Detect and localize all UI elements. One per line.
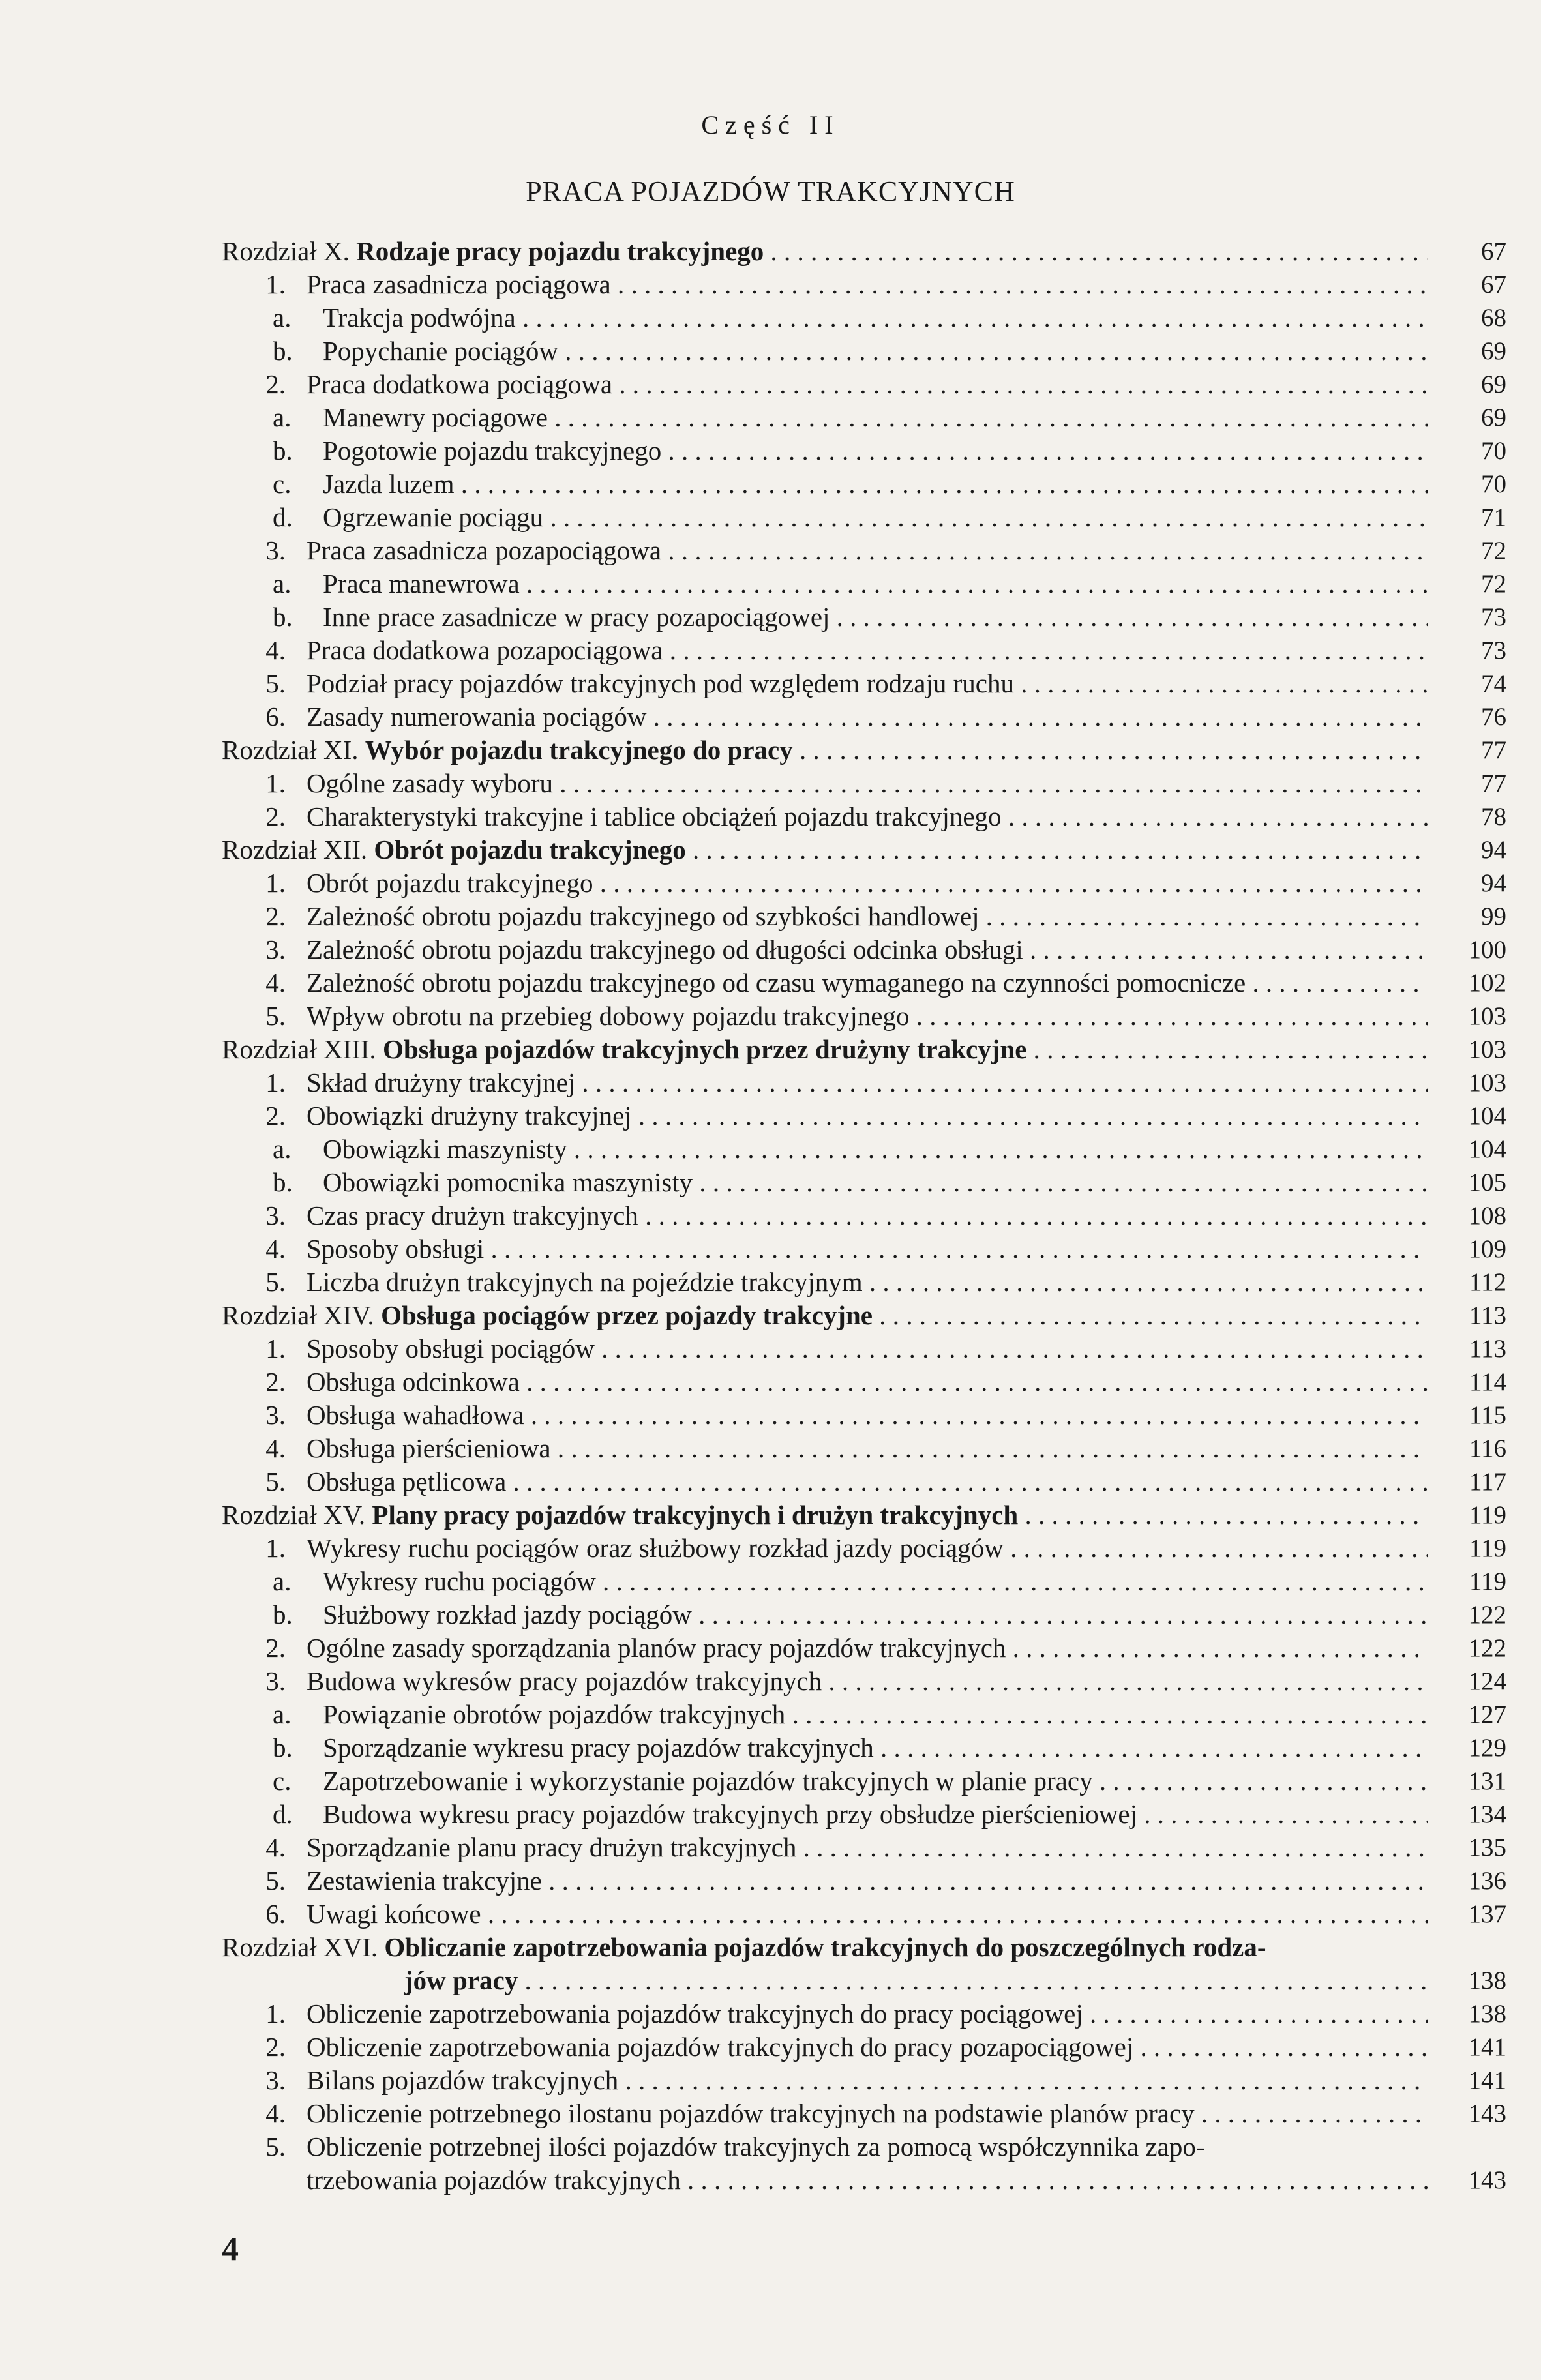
toc-entry-text [222, 1498, 1428, 1532]
toc-entry-number: 3. [265, 1666, 286, 1696]
toc-entry-row [222, 2097, 1506, 2130]
toc-page-number: 127 [1468, 1701, 1506, 1729]
toc-page-number: 71 [1481, 503, 1506, 531]
toc-entry-text [404, 1964, 1428, 1997]
toc-entry-text: Obliczenie potrzebnego ilostanu pojazdów trakcyjnych na podstawie planów pracy . . . [307, 2097, 1428, 2130]
toc-entry-row [222, 767, 1506, 800]
toc-entry-row [222, 1332, 1506, 1365]
toc-entry-row [222, 1598, 1506, 1631]
toc-entry-text: Służbowy rozkład jazdy pociągów . . . [323, 1598, 1428, 1631]
chapter-title: Plany pracy pojazdów trakcyjnych i drużyn trakcyjnych [372, 1500, 1019, 1530]
toc-page-number: 124 [1468, 1667, 1506, 1695]
toc-entry-text [222, 1299, 1428, 1332]
toc-entry-row [222, 634, 1506, 667]
toc-page-number: 134 [1468, 1800, 1506, 1828]
part-heading: Część II [701, 110, 840, 140]
toc-entry-row [222, 268, 1506, 301]
toc-entry-text: Praca dodatkowa pozapociągowa . . . [307, 634, 1428, 667]
toc-page-number: 103 [1468, 1069, 1506, 1097]
chapter-label: Rozdział X. [222, 236, 357, 266]
toc-entry-text: Sporządzanie planu pracy drużyn trakcyjnych . . . [307, 1831, 1428, 1864]
toc-entry-text: Zależność obrotu pojazdu trakcyjnego od długości odcinka obsługi . . . [307, 933, 1428, 966]
toc-entry-number: 2. [265, 1101, 286, 1131]
toc-chapter-row [222, 1964, 1506, 1997]
toc-entry-number: 4. [265, 635, 286, 665]
chapter-label: Rozdział XIV. [222, 1300, 382, 1330]
toc-entry-text: Zestawienia trakcyjne . . . [307, 1864, 1428, 1897]
toc-chapter-row [222, 235, 1506, 268]
toc-entry-number: 5. [265, 1267, 286, 1297]
toc-page-number: 119 [1469, 1501, 1506, 1529]
toc-entry-number: 5. [265, 1466, 286, 1496]
toc-entry-number: c. [273, 1766, 292, 1796]
toc-page-number: 94 [1481, 836, 1506, 864]
toc-entry-number: b. [273, 336, 293, 366]
toc-entry-number: 2. [265, 1367, 286, 1397]
chapter-label: Rozdział XVI. [222, 1932, 385, 1962]
toc-entry-row [222, 700, 1506, 734]
toc-page-number: 67 [1481, 271, 1506, 299]
toc-entry-text: Obliczenie zapotrzebowania pojazdów trakcyjnych do pracy pociągowej . . . [307, 1997, 1428, 2030]
toc-entry-row [222, 1698, 1506, 1731]
toc-entry-row [222, 1000, 1506, 1033]
toc-entry-text: Popychanie pociągów . . . [323, 335, 1428, 368]
toc-entry-number: 6. [265, 702, 286, 732]
toc-entry-text: Ogólne zasady sporządzania planów pracy pojazdów trakcyjnych . . . [307, 1631, 1428, 1665]
toc-page-number: 103 [1468, 1002, 1506, 1030]
toc-page-number: 69 [1481, 404, 1506, 432]
toc-page-number: 109 [1468, 1235, 1506, 1263]
toc-chapter-row [222, 734, 1506, 767]
toc-entry-text: Manewry pociągowe . . . [323, 401, 1428, 434]
toc-entry-number: 3. [265, 535, 286, 565]
toc-entry-number: c. [273, 469, 292, 499]
toc-entry-text: Podział pracy pojazdów trakcyjnych pod względem rodzaju ruchu . . . [307, 667, 1428, 700]
toc-entry-text: Bilans pojazdów trakcyjnych . . . [307, 2064, 1428, 2097]
toc-page-number: 76 [1481, 703, 1506, 731]
toc-page-number: 104 [1468, 1135, 1506, 1163]
toc-entry-number: 4. [265, 1234, 286, 1264]
toc-entry-text [222, 1931, 1428, 1964]
toc-page-number: 114 [1469, 1368, 1506, 1396]
toc-entry-text: Wpływ obrotu na przebieg dobowy pojazdu trakcyjnego . . . [307, 1000, 1428, 1033]
toc-page-number: 119 [1469, 1568, 1506, 1596]
toc-entry-text: Ogólne zasady wyboru . . . [307, 767, 1428, 800]
toc-entry-row [222, 1199, 1506, 1232]
toc-entry-text: Obsługa odcinkowa . . . [307, 1365, 1428, 1399]
toc-entry-text: Wykresy ruchu pociągów oraz służbowy rozkład jazdy pociągów . . . [307, 1532, 1428, 1565]
toc-page-number: 136 [1468, 1867, 1506, 1895]
toc-page-number: 117 [1469, 1468, 1506, 1496]
toc-entry-text: Jazda luzem . . . [323, 468, 1428, 501]
toc-page-number: 143 [1468, 2100, 1506, 2128]
toc-page-number: 108 [1468, 1202, 1506, 1230]
toc-entry-number: 3. [265, 2065, 286, 2095]
toc-entry-text: Zapotrzebowanie i wykorzystanie pojazdów trakcyjnych w planie pracy . . . [323, 1764, 1428, 1798]
toc-entry-text: Obsługa pętlicowa . . . [307, 1465, 1428, 1498]
toc-entry-number: 4. [265, 1433, 286, 1463]
toc-entry-row [222, 1565, 1506, 1598]
toc-entry-text: Uwagi końcowe . . . [307, 1897, 1428, 1931]
toc-page-number: 77 [1481, 736, 1506, 764]
toc-page-number: 112 [1469, 1268, 1506, 1296]
toc-entry-row [222, 434, 1506, 468]
toc-entry-row [222, 1066, 1506, 1099]
toc-page-number: 137 [1468, 1900, 1506, 1928]
toc-page-number: 103 [1468, 1035, 1506, 1064]
toc-chapter-row [222, 1299, 1506, 1332]
toc-entry-number: 4. [265, 968, 286, 998]
chapter-title: Rodzaje pracy pojazdu trakcyjnego [356, 236, 764, 266]
toc-entry-row [222, 2130, 1506, 2164]
toc-entry-row [222, 1399, 1506, 1432]
toc-entry-row [222, 933, 1506, 966]
toc-page-number: 131 [1468, 1767, 1506, 1795]
toc-page-number: 77 [1481, 769, 1506, 797]
toc-entry-text: Liczba drużyn trakcyjnych na pojeździe trakcyjnym . . . [307, 1266, 1428, 1299]
toc-entry-number: 4. [265, 1832, 286, 1862]
toc-entry-text: Obsługa wahadłowa . . . [307, 1399, 1428, 1432]
toc-entry-row [222, 2030, 1506, 2064]
toc-entry-row [222, 1831, 1506, 1864]
toc-entry-number: 2. [265, 369, 286, 399]
toc-page-number: 115 [1469, 1401, 1506, 1429]
toc-entry-number: 2. [265, 801, 286, 831]
toc-entry-text: Inne prace zasadnicze w pracy pozapociągowej . . . [323, 601, 1428, 634]
toc-page-number: 113 [1469, 1335, 1506, 1363]
toc-page-number: 105 [1468, 1168, 1506, 1197]
toc-page-number: 100 [1468, 936, 1506, 964]
toc-entry-number: 6. [265, 1899, 286, 1929]
toc-page-number: 68 [1481, 304, 1506, 332]
toc-entry-number: a. [273, 1566, 292, 1596]
toc-entry-number: 5. [265, 1001, 286, 1031]
toc-entry-text: Pogotowie pojazdu trakcyjnego . . . [323, 434, 1428, 468]
toc-page-number: 94 [1481, 869, 1506, 897]
toc-entry-text: Sposoby obsługi pociągów . . . [307, 1332, 1428, 1365]
toc-entry-text: Zależność obrotu pojazdu trakcyjnego od szybkości handlowej . . . [307, 900, 1428, 933]
toc-chapter-row [222, 1931, 1506, 1964]
toc-page-number: 143 [1468, 2166, 1506, 2194]
toc-entry-row [222, 401, 1506, 434]
toc-entry-number: 1. [265, 868, 286, 898]
toc-entry-text: Zależność obrotu pojazdu trakcyjnego od czasu wymaganego na czynności pomocnicze . . . [307, 966, 1428, 1000]
toc-entry-text: Sposoby obsługi . . . [307, 1232, 1428, 1266]
toc-entry-number: b. [273, 1167, 293, 1197]
toc-entry-text: Powiązanie obrotów pojazdów trakcyjnych . . . [323, 1698, 1428, 1731]
toc-page-number: 99 [1481, 902, 1506, 930]
toc-entry-number: a. [273, 569, 292, 599]
toc-page-number: 141 [1468, 2033, 1506, 2061]
toc-entry-text [222, 734, 1428, 767]
toc-page-number: 73 [1481, 603, 1506, 631]
toc-entry-text: Obsługa pierścieniowa . . . [307, 1432, 1428, 1465]
toc-entry-row [222, 368, 1506, 401]
toc-page-number: 73 [1481, 636, 1506, 664]
toc-entry-text [222, 235, 1428, 268]
toc-entry-row [222, 1532, 1506, 1565]
toc-entry-text: Obrót pojazdu trakcyjnego . . . [307, 867, 1428, 900]
toc-page-number: 135 [1468, 1834, 1506, 1862]
toc-entry-row [222, 2164, 1506, 2197]
toc-entry-number: a. [273, 402, 292, 432]
toc-page-number: 78 [1481, 803, 1506, 831]
chapter-title: Wybór pojazdu trakcyjnego do pracy [365, 735, 793, 765]
toc-entry-text: Sporządzanie wykresu pracy pojazdów trakcyjnych . . . [323, 1731, 1428, 1764]
toc-entry-text: Praca manewrowa . . . [323, 567, 1428, 601]
toc-page-number: 113 [1469, 1302, 1506, 1330]
toc-page-number: 119 [1469, 1534, 1506, 1562]
toc-page-number: 72 [1481, 537, 1506, 565]
toc-entry-text: Praca zasadnicza pozapociągowa . . . [307, 534, 1428, 567]
toc-entry-number: 1. [265, 269, 286, 299]
toc-entry-row [222, 335, 1506, 368]
toc-entry-number: 1. [265, 1999, 286, 2029]
toc-chapter-row [222, 1498, 1506, 1532]
toc-entry-text: Skład drużyny trakcyjnej . . . [307, 1066, 1428, 1099]
toc-entry-row [222, 1897, 1506, 1931]
toc-entry-text: Ogrzewanie pociągu . . . [323, 501, 1428, 534]
toc-entry-number: 2. [265, 901, 286, 931]
toc-page-number: 122 [1468, 1601, 1506, 1629]
toc-entry-number: 2. [265, 2032, 286, 2062]
toc-page-number: 72 [1481, 570, 1506, 598]
toc-entry-row [222, 1099, 1506, 1133]
toc-entry-number: 3. [265, 934, 286, 964]
toc-entry-row [222, 900, 1506, 933]
toc-entry-row [222, 1864, 1506, 1897]
chapter-title: Obliczanie zapotrzebowania pojazdów trakcyjnych do poszczególnych rodza- [384, 1932, 1266, 1962]
toc-entry-text: Budowa wykresów pracy pojazdów trakcyjnych . . . [307, 1665, 1428, 1698]
toc-entry-row [222, 2064, 1506, 2097]
toc-entry-number: d. [273, 502, 293, 532]
toc-page-number: 116 [1469, 1435, 1506, 1463]
toc-page-number: 74 [1481, 670, 1506, 698]
toc-page-number: 104 [1468, 1102, 1506, 1130]
toc-entry-text: Charakterystyki trakcyjne i tablice obciążeń pojazdu trakcyjnego . . . [307, 800, 1428, 833]
chapter-label: Rozdział XI. [222, 735, 365, 765]
toc-entry-row [222, 1432, 1506, 1465]
toc-entry-number: b. [273, 1733, 293, 1763]
toc-entry-text: Obowiązki pomocnika maszynisty . . . [323, 1166, 1428, 1199]
toc-entry-number: 3. [265, 1200, 286, 1230]
toc-entry-number: b. [273, 602, 293, 632]
toc-page-number: 69 [1481, 337, 1506, 365]
toc-entry-row [222, 1232, 1506, 1266]
toc-entry-row [222, 1631, 1506, 1665]
toc-entry-row [222, 1764, 1506, 1798]
toc-entry-number: b. [273, 1599, 293, 1629]
toc-entry-number: d. [273, 1799, 293, 1829]
toc-entry-number: a. [273, 303, 292, 333]
toc-entry-text: Obowiązki maszynisty . . . [323, 1133, 1428, 1166]
chapter-label: Rozdział XII. [222, 835, 374, 865]
toc-entry-text [222, 1033, 1428, 1066]
toc-entry-number: 2. [265, 1633, 286, 1663]
toc-chapter-row [222, 1033, 1506, 1066]
toc-entry-row [222, 301, 1506, 335]
toc-entry-number: b. [273, 436, 293, 466]
toc-entry-row [222, 1166, 1506, 1199]
toc-entry-text [222, 833, 1428, 867]
chapter-title: jów pracy [404, 1965, 518, 1995]
toc-entry-row [222, 534, 1506, 567]
toc-page-number: 129 [1468, 1734, 1506, 1762]
toc-entry-text: Obowiązki drużyny trakcyjnej . . . [307, 1099, 1428, 1133]
toc-entry-row [222, 567, 1506, 601]
toc-entry-number: 4. [265, 2098, 286, 2128]
toc-entry-text: Obliczenie zapotrzebowania pojazdów trakcyjnych do pracy pozapociągowej . . . [307, 2030, 1428, 2064]
toc-entry-row [222, 501, 1506, 534]
toc-page-number: 141 [1468, 2066, 1506, 2094]
toc-page-number: 138 [1468, 1967, 1506, 1995]
toc-entry-row [222, 1266, 1506, 1299]
chapter-label: Rozdział XIII. [222, 1034, 383, 1064]
toc-entry-row [222, 1731, 1506, 1764]
toc-entry-row [222, 966, 1506, 1000]
chapter-label: Rozdział XV. [222, 1500, 372, 1530]
part-title: PRACA POJAZDÓW TRAKCYJNYCH [526, 175, 1015, 207]
toc-entry-number: a. [273, 1699, 292, 1729]
toc-entry-row [222, 867, 1506, 900]
toc-entry-row [222, 1133, 1506, 1166]
toc-entry-number: 5. [265, 2132, 286, 2162]
toc-page-number: 69 [1481, 370, 1506, 398]
toc-chapter-row [222, 833, 1506, 867]
toc-page-number: 102 [1468, 969, 1506, 997]
toc-entry-text: trzebowania pojazdów trakcyjnych . . . [307, 2164, 1428, 2197]
toc-entry-text: Trakcja podwójna . . . [323, 301, 1428, 335]
chapter-title: Obsługa pojazdów trakcyjnych przez drużyny trakcyjne [383, 1034, 1027, 1064]
toc-entry-row [222, 1997, 1506, 2030]
toc-page-number: 122 [1468, 1634, 1506, 1662]
toc-entry-number: 1. [265, 1333, 286, 1363]
toc-entry-text: Praca zasadnicza pociągowa . . . [307, 268, 1428, 301]
chapter-title: Obsługa pociągów przez pojazdy trakcyjne [381, 1300, 873, 1330]
toc-entry-number: 1. [265, 1067, 286, 1097]
toc-entry-row [222, 1465, 1506, 1498]
toc-entry-row [222, 800, 1506, 833]
toc-entry-number: 5. [265, 1866, 286, 1896]
toc-page-number: 67 [1481, 237, 1506, 265]
toc-entry-text: Czas pracy drużyn trakcyjnych . . . [307, 1199, 1428, 1232]
toc-entry-number: 3. [265, 1400, 286, 1430]
toc-entry-number: 1. [265, 1533, 286, 1563]
toc-entry-text: Zasady numerowania pociągów . . . [307, 700, 1428, 734]
toc-entry-number: 5. [265, 668, 286, 698]
toc-entry-text: Budowa wykresu pracy pojazdów trakcyjnych przy obsłudze pierścieniowej . . . [323, 1798, 1428, 1831]
toc-entry-text: Praca dodatkowa pociągowa . . . [307, 368, 1428, 401]
toc-entry-number: 1. [265, 768, 286, 798]
toc-entry-row [222, 1798, 1506, 1831]
page-number: 4 [222, 2231, 239, 2268]
toc-entry-text: Obliczenie potrzebnej ilości pojazdów trakcyjnych za pomocą współczynnika zapo- [307, 2132, 1205, 2162]
table-of-contents [222, 235, 1506, 2197]
toc-entry-row [222, 468, 1506, 501]
toc-entry-row [222, 601, 1506, 634]
toc-entry-row [222, 1665, 1506, 1698]
toc-entry-text: Wykresy ruchu pociągów . . . [323, 1565, 1428, 1598]
toc-entry-number: a. [273, 1134, 292, 1164]
toc-page-number: 138 [1468, 2000, 1506, 2028]
toc-entry-row [222, 667, 1506, 700]
toc-entry-row [222, 1365, 1506, 1399]
toc-page-number: 70 [1481, 470, 1506, 498]
toc-page-number: 70 [1481, 437, 1506, 465]
chapter-title: Obrót pojazdu trakcyjnego [374, 835, 686, 865]
